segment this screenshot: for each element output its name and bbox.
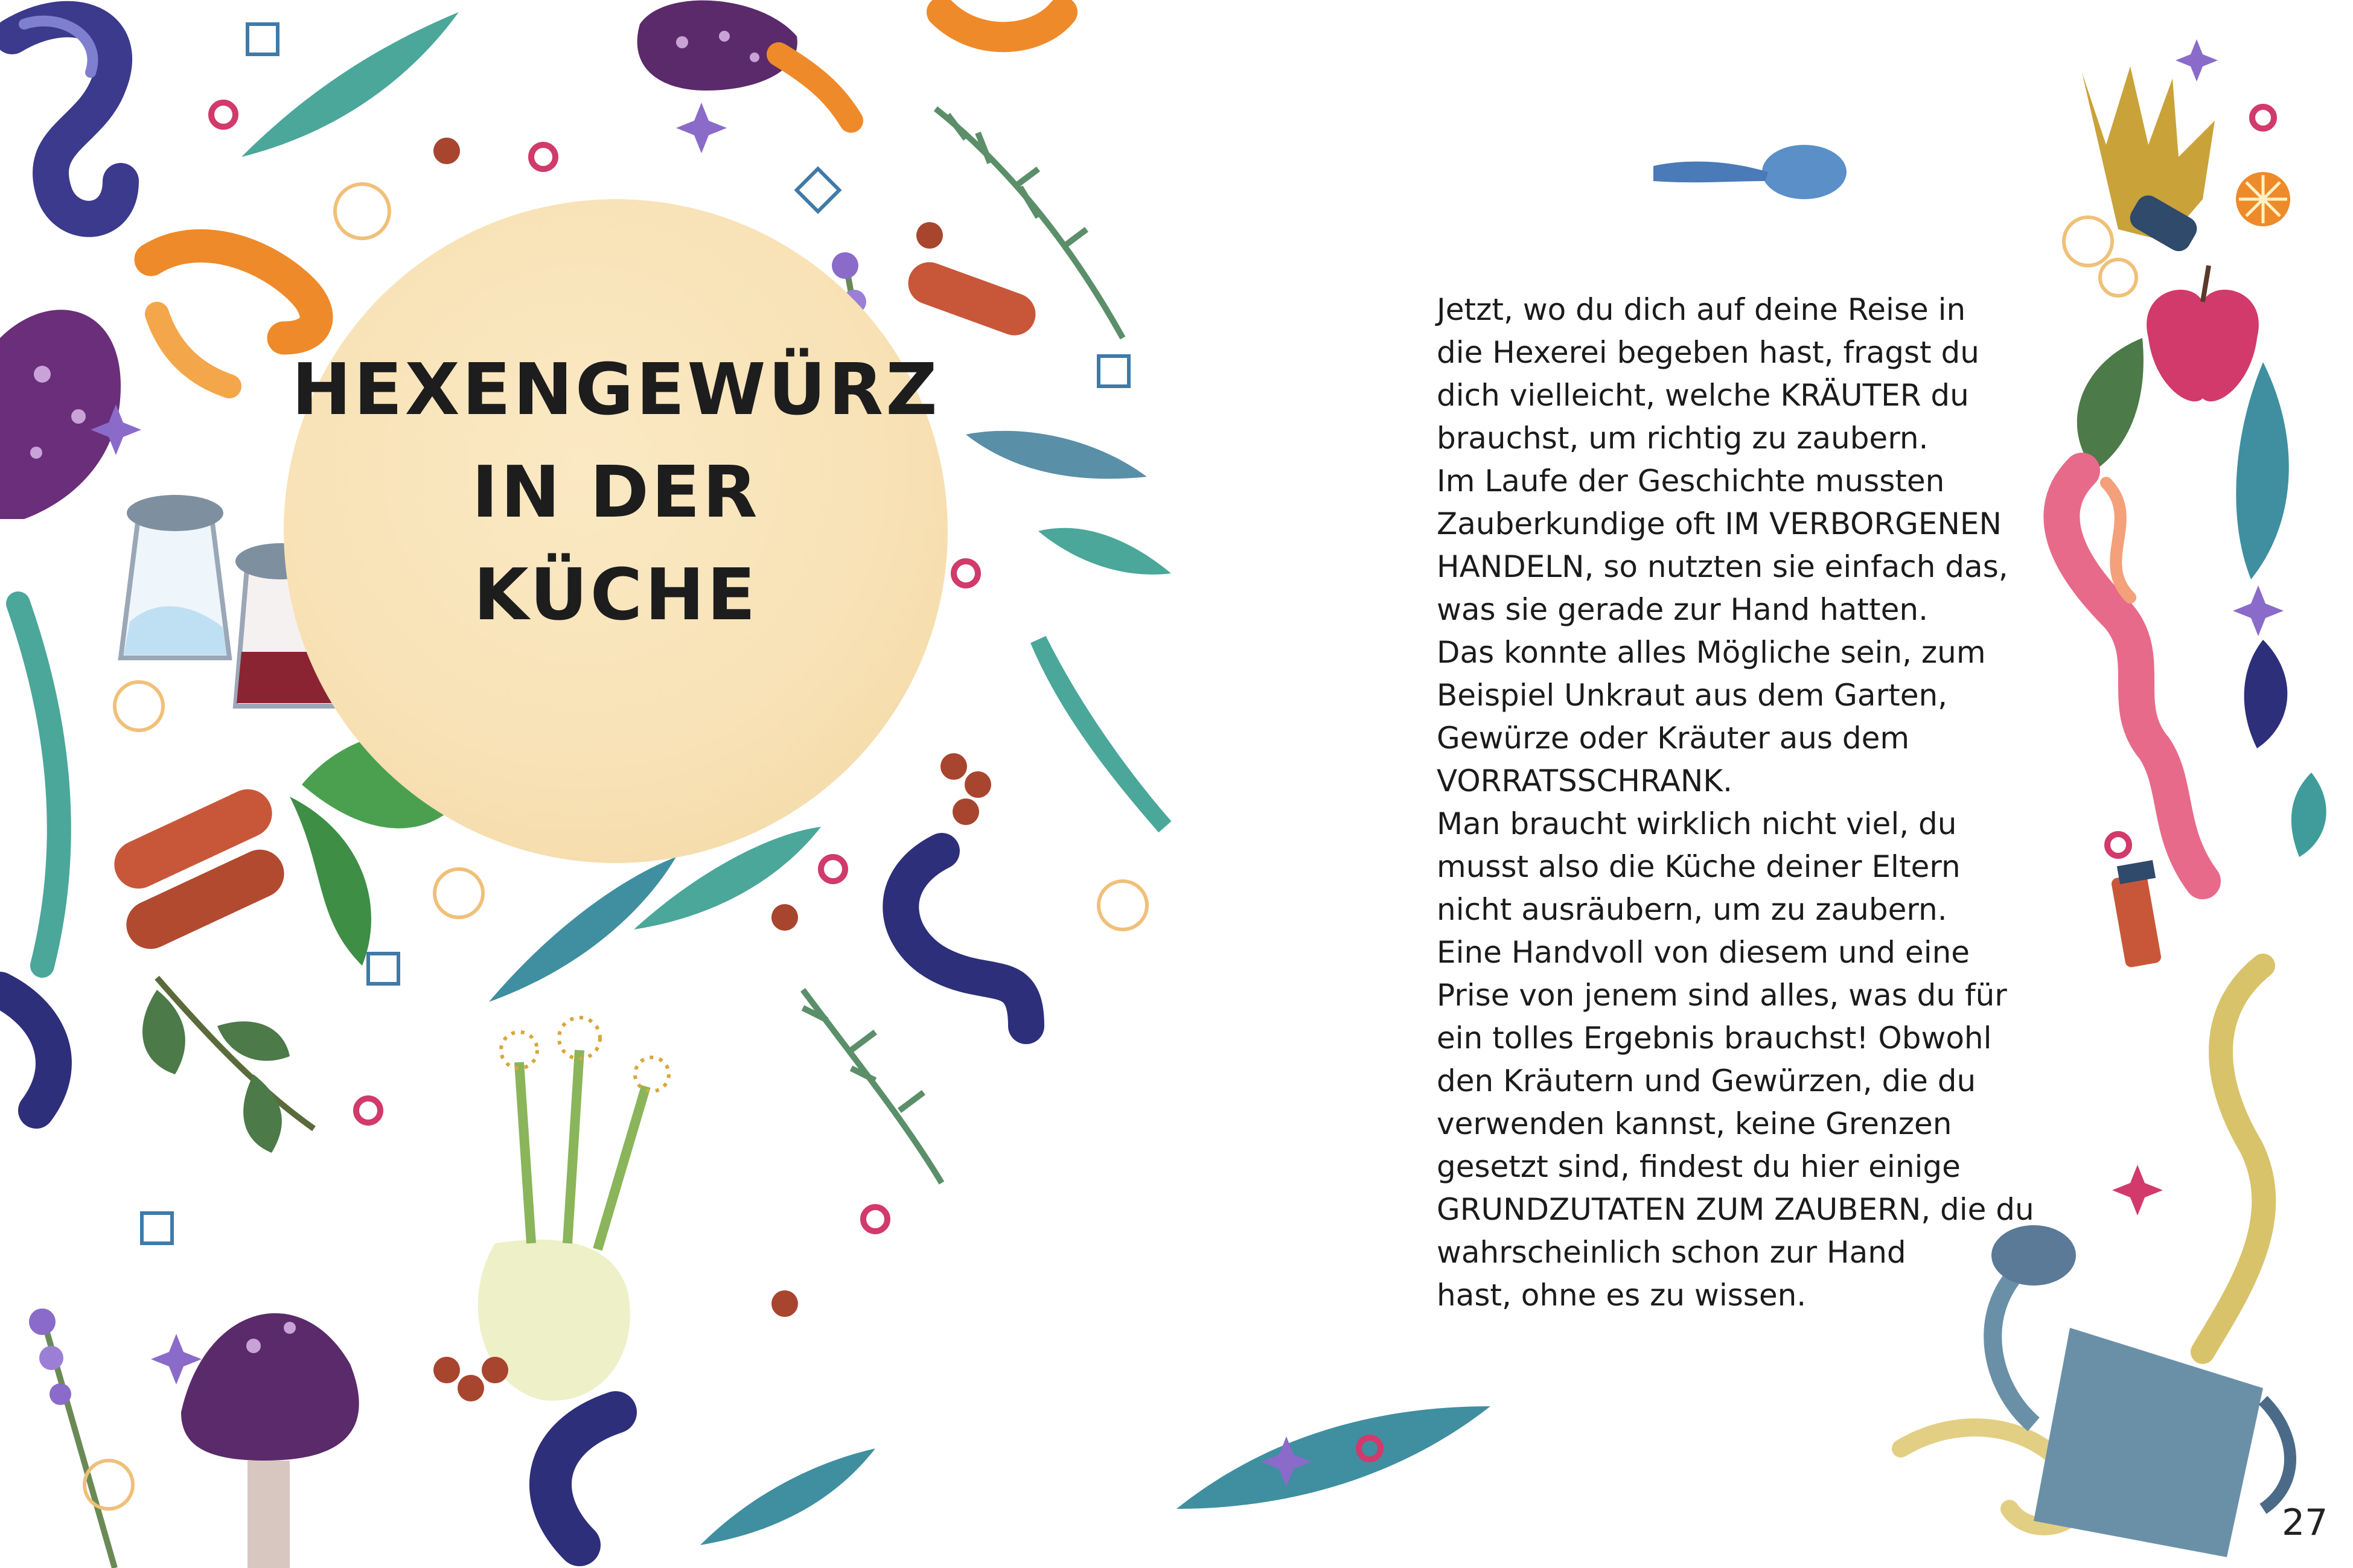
body-line: den Kräutern und Gewürzen, die du: [1437, 1063, 1976, 1098]
smoke-swirl-icon: [2061, 471, 2203, 881]
title-line: IN DER: [471, 450, 760, 534]
body-line: GRUNDZUTATEN ZUM ZAUBERN, die du: [1437, 1192, 2034, 1227]
left-page: [0, 0, 1176, 1568]
body-text: [1437, 288, 2064, 1317]
right-page: [1176, 0, 2353, 1568]
mushroom-icon: [637, 1, 851, 121]
body-line: hast, ohne es zu wissen.: [1437, 1278, 1807, 1313]
mushroom-icon: [0, 310, 121, 519]
mushroom-icon: [181, 1313, 359, 1568]
body-line: brauchst, um richtig zu zaubern.: [1437, 421, 1929, 456]
body-line: Gewürze oder Kräuter aus dem: [1437, 721, 1910, 756]
body-line: Eine Handvoll von diesem und eine: [1437, 935, 1970, 970]
body-line: dich vielleicht, welche KRÄUTER du: [1437, 378, 1969, 413]
body-line: was sie gerade zur Hand hatten.: [1437, 592, 1928, 627]
bay-leaf-icon: [142, 978, 314, 1153]
body-line: Das konnte alles Mögliche sein, zum: [1437, 635, 1986, 670]
smoke-swirl-icon: [12, 19, 121, 219]
body-line: HANDELN, so nutzten sie einfach das,: [1437, 549, 2008, 584]
body-line: musst also die Küche deiner Eltern: [1437, 849, 1961, 884]
paint-tube-icon: [2110, 860, 2162, 968]
body-line: wahrscheinlich schon zur Hand: [1437, 1235, 1906, 1270]
fennel-bulb-icon: [478, 1018, 669, 1401]
body-line: verwenden kannst, keine Grenzen: [1437, 1106, 1952, 1141]
salt-shaker-icon: [121, 495, 229, 658]
body-line: Jetzt, wo du dich auf deine Reise in: [1437, 292, 1966, 327]
glove-icon: [2082, 66, 2215, 255]
title-line: KÜCHE: [473, 553, 758, 636]
body-line: Zauberkundige oft IM VERBORGENEN: [1437, 506, 2002, 541]
body-line: ein tolles Ergebnis brauchst! Obwohl: [1437, 1021, 1992, 1056]
body-line: die Hexerei begeben hast, fragst du: [1437, 335, 1979, 370]
page-title: [284, 338, 948, 646]
orange-slice-icon: [2236, 172, 2290, 226]
spoon-icon: [1653, 145, 1847, 199]
title-line: HEXENGEWÜRZ: [292, 348, 940, 431]
body-line: VORRATSSCHRANK.: [1437, 763, 1732, 798]
body-line: nicht ausräubern, um zu zaubern.: [1437, 892, 1947, 927]
body-line: Beispiel Unkraut aus dem Garten,: [1437, 678, 1948, 713]
smoke-swirl-icon: [0, 851, 1026, 1545]
body-line: Prise von jenem sind alles, was du für: [1437, 978, 2007, 1013]
page-number: 27: [2282, 1502, 2328, 1544]
body-line: Man braucht wirklich nicht viel, du: [1437, 806, 1957, 841]
body-line: gesetzt sind, findest du hier einige: [1437, 1149, 1961, 1184]
body-line: Im Laufe der Geschichte mussten: [1437, 464, 1945, 499]
apple-icon: [2147, 266, 2259, 401]
